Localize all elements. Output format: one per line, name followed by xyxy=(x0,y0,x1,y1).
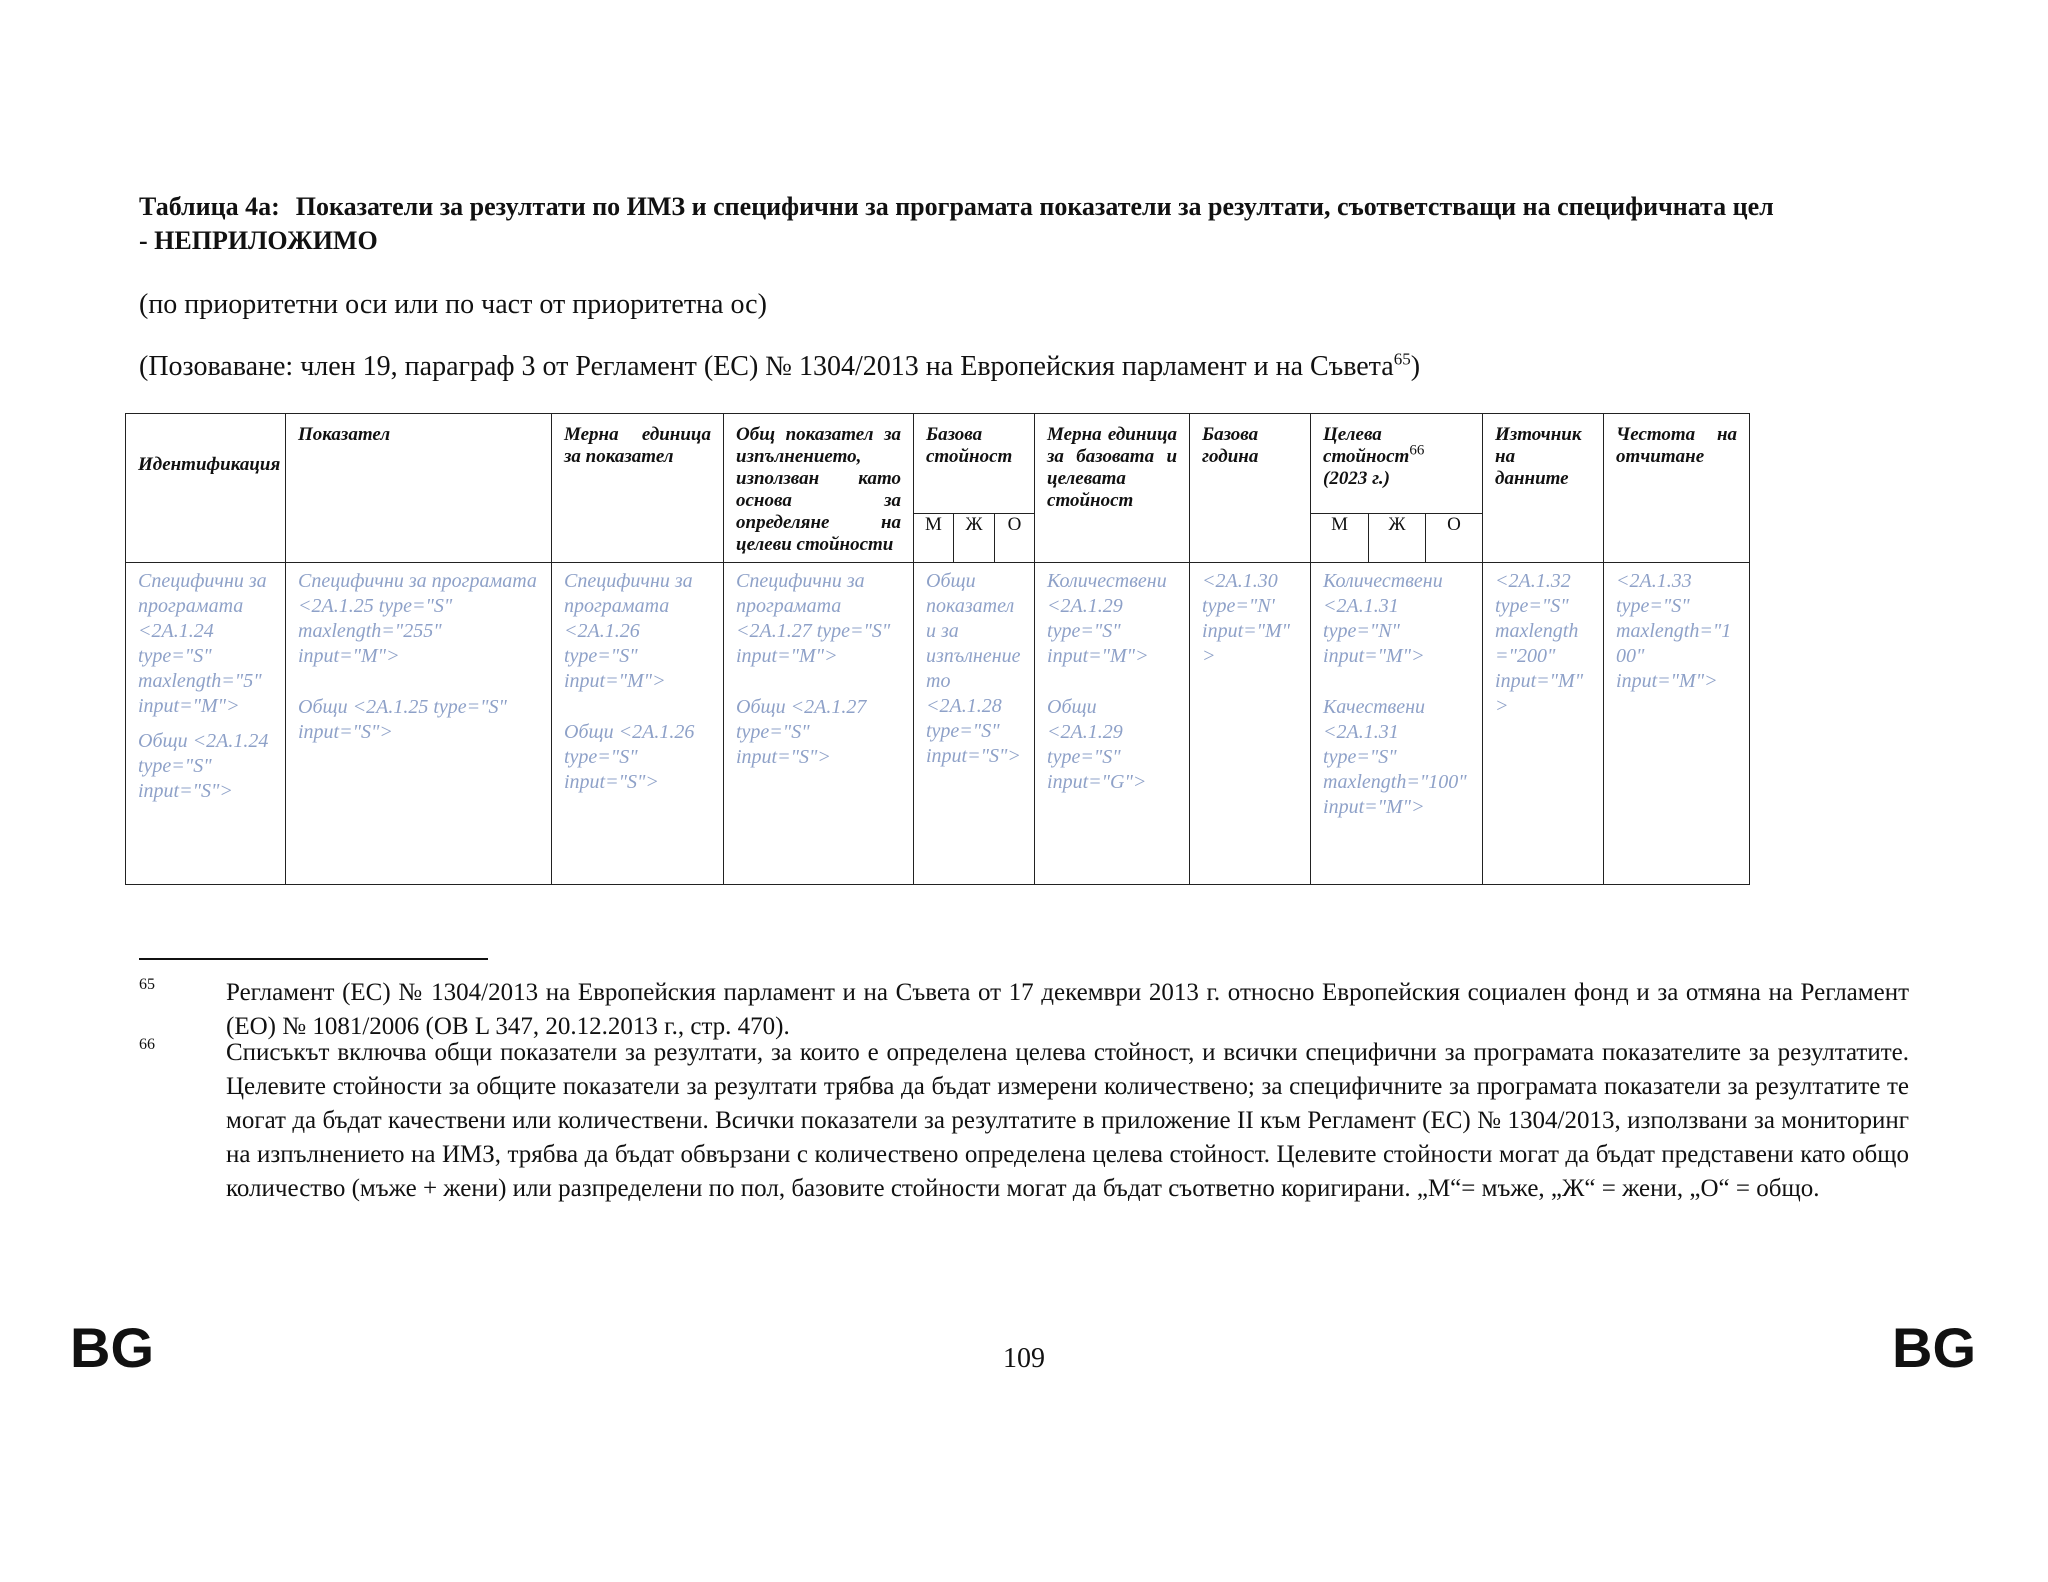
cell-identification: Специфични за програмата <2А.1.24 type="S" maxlength="5" input="M"> Общи <2А.1.24 type="S" input="S"> xyxy=(126,563,286,885)
header-target-m: М xyxy=(1311,513,1369,562)
note-reference-close: ) xyxy=(1410,351,1421,382)
header-source: Източник на данните xyxy=(1483,414,1604,563)
language-code-right: BG xyxy=(1892,1316,1976,1379)
header-baseline-m: М xyxy=(914,513,954,562)
cell-source: <2А.1.32 type="S" maxlength ="200" input="M"> xyxy=(1483,563,1604,885)
footnote-ref-65: 65 xyxy=(1393,349,1411,369)
header-target-label: Целева стойност xyxy=(1323,424,1410,467)
header-target-year: (2023 г.) xyxy=(1323,468,1390,489)
header-baseline-unit: Мерна единица за базовата и целевата стойност xyxy=(1035,414,1190,563)
cell-baseline-unit: Количествени <2А.1.29 type="S" input="M"> Общи <2А.1.29 type="S" input="G"> xyxy=(1035,563,1190,885)
header-baseline-o: О xyxy=(995,513,1035,562)
header-identification: Идентификация xyxy=(126,414,286,563)
header-frequency: Честота на отчитане xyxy=(1604,414,1750,563)
cell-common-indicator: Специфични за програмата <2А.1.27 type="S" input="M"> Общи <2А.1.27 type="S" input="S"> xyxy=(724,563,914,885)
cell-target: Количествени <2А.1.31 type="N" input="M"> Качествени <2А.1.31 type="S" maxlength="100" input="M"> xyxy=(1311,563,1483,885)
footnote-number: 65 xyxy=(139,976,155,993)
header-indicator: Показател xyxy=(286,414,552,563)
cell-unit: Специфични за програмата <2А.1.26 type="S" input="M"> Общи <2А.1.26 type="S" input="S"> xyxy=(552,563,724,885)
footnote-ref-66: 66 xyxy=(1409,442,1425,459)
table-title-text: Показатели за резултати по ИМЗ и специфични за програмата показатели за резултати, съответстващи на специфичната цел - НЕПРИЛОЖИМО xyxy=(139,192,1774,255)
header-target-zh: Ж xyxy=(1369,513,1426,562)
page-number: 109 xyxy=(1003,1343,1045,1374)
table-title-lead: Таблица 4а: xyxy=(139,192,280,221)
footnote-number: 66 xyxy=(139,1036,155,1053)
header-baseline: Базова стойност xyxy=(914,414,1035,514)
cell-indicator: Специфични за програмата <2А.1.25 type="S" maxlength="255" input="M"> Общи <2А.1.25 type="S" input="S"> xyxy=(286,563,552,885)
table-row xyxy=(126,563,1750,885)
header-baseline-year: Базова година xyxy=(1190,414,1311,563)
note-reference-text: (Позоваване: член 19, параграф 3 от Регламент (ЕС) № 1304/2013 на Европейския парламент и на Съвета xyxy=(139,351,1394,382)
note-reference xyxy=(139,350,1420,384)
footnote-text: Списъкът включва общи показатели за резултати, за които е определена целева стойност, и всички специфични за програмата показателите за резултатите. Целевите стойности за общите показатели за резултати трябва да бъдат измерени количествено; за специфичните за програмата показатели за резултатите те могат да бъдат качествени или количествени. Всички показатели за резултатите в приложение II към Регламент (ЕС) № 1304/2013, използвани за мониторинг на изпълнението на ИМЗ, трябва да бъдат обвързани с количествено определена целева стойност. Целевите стойности могат да бъдат представени като общо количество (мъже + жени) или разпределени по пол, базовите стойности могат да бъдат съответно коригирани. „М“= мъже, „Ж“ = жени, „О“ = общо. xyxy=(226,1039,1909,1202)
note-axis: (по приоритетни оси или по част от приоритетна ос) xyxy=(139,289,767,320)
footnote-text: Регламент (ЕС) № 1304/2013 на Европейския парламент и на Съвета от 17 декември 2013 г. относно Европейския социален фонд и за отмяна на Регламент (ЕО) № 1081/2006 (ОВ L 347, 20.12.2013 г., стр. 470). xyxy=(226,979,1909,1040)
indicators-table xyxy=(125,413,1750,885)
header-common-indicator: Общ показател за изпълнението, използван като основа за определяне на целеви стойности xyxy=(724,414,914,563)
cell-baseline: Общи показатели за изпълнението <2А.1.28 type="S" input="S"> xyxy=(914,563,1035,885)
header-unit: Мерна единица за показател xyxy=(552,414,724,563)
header-target-o: О xyxy=(1426,513,1483,562)
table-title xyxy=(139,190,1779,258)
language-code-left: BG xyxy=(70,1316,154,1379)
header-target xyxy=(1311,414,1483,514)
cell-frequency: <2А.1.33 type="S" maxlength="100" input="M"> xyxy=(1604,563,1750,885)
header-baseline-zh: Ж xyxy=(954,513,995,562)
footnote-divider xyxy=(139,958,488,960)
cell-baseline-year: <2А.1.30 type="N' input="M"> xyxy=(1190,563,1311,885)
